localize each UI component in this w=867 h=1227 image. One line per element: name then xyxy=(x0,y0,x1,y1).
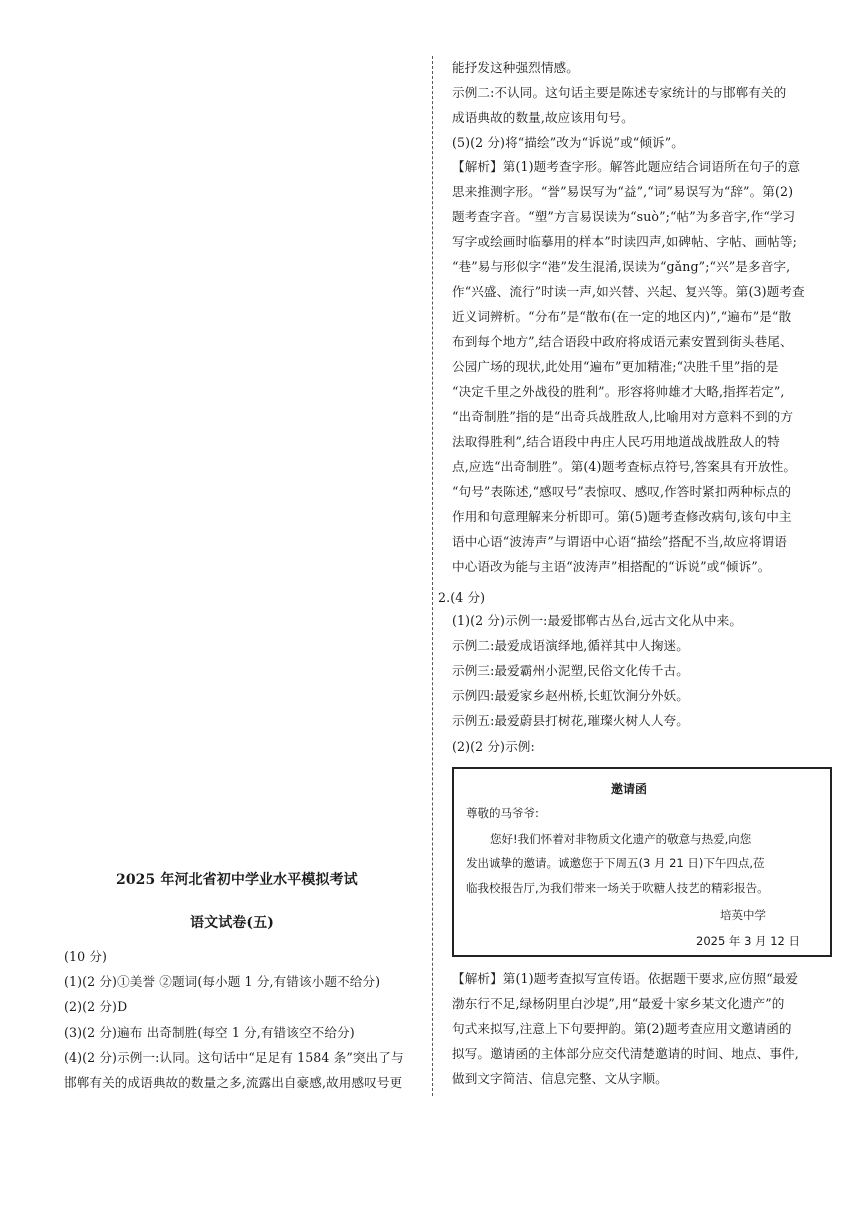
text-line: 能抒发这种强烈情感。 xyxy=(452,60,579,75)
analysis-line: “出奇制胜”指的是“出奇兵战胜敌人,比喻用对方意料不到的方 xyxy=(452,409,794,424)
text-line: 示例二:最爱成语演绎地,循祥其中人掬迷。 xyxy=(452,638,689,653)
analysis-line: 语中心语“波涛声”与谓语中心语“描绘”搭配不当,故应将谓语 xyxy=(452,534,787,549)
analysis-line: 写字或绘画时临摹用的样本”时读四声,如碑帖、字帖、画帖等; xyxy=(452,234,798,249)
text-line: (2)(2 分)示例: xyxy=(452,739,535,754)
analysis-line: 作用和句意理解来分析即可。第(5)题考查修改病句,该句中主 xyxy=(452,509,792,524)
text-line: (1)(2 分)①美誉 ②题词(每小题 1 分,有错该小题不给分) xyxy=(64,974,381,989)
exam-title: 2025 年河北省初中学业水平模拟考试 xyxy=(116,872,358,888)
analysis-line: “句号”表陈述,“感叹号”表惊叹、感叹,作答时紧扣两种标点的 xyxy=(452,484,792,499)
analysis-line: 中心语改为能与主语“波涛声”相搭配的“诉说”或“倾诉”。 xyxy=(452,559,771,574)
invitation-letter-box xyxy=(452,767,832,957)
column-divider xyxy=(432,56,433,1096)
letter-salutation: 尊敬的马爷爷: xyxy=(466,806,539,820)
analysis-line: 题考查字音。“塑”方言易误读为“suò”;“帖”为多音字,作“学习 xyxy=(452,209,796,224)
letter-body-line: 您好!我们怀着对非物质文化遗产的敬意与热爱,向您 xyxy=(490,832,752,846)
analysis-line: 【解析】第(1)题考查字形。解答此题应结合词语所在句子的意 xyxy=(452,159,801,174)
text-line: 示例二:不认同。这句话主要是陈述专家统计的与邯郸有关的 xyxy=(452,85,787,100)
text-line: (2)(2 分)D xyxy=(64,999,128,1014)
analysis-line: 作“兴盛、流行”时读一声,如兴替、兴起、复兴等。第(3)题考查 xyxy=(452,284,805,299)
analysis-line: 公园广场的现状,此处用“遍布”更加精准;“决胜千里”指的是 xyxy=(452,359,779,374)
letter-signature: 培英中学 xyxy=(720,908,766,922)
text-line: 示例四:最爱家乡赵州桥,长虹饮涧分外妖。 xyxy=(452,688,689,703)
analysis-line: 点,应选“出奇制胜”。第(4)题考查标点符号,答案具有开放性。 xyxy=(452,459,797,474)
analysis-line: 思来推测字形。“誉”易误写为“益”,“词”易误写为“辞”。第(2) xyxy=(452,184,794,199)
question-2-label: 2.(4 分) xyxy=(438,590,486,605)
analysis-line: “巷”易与形似字“港”发生混淆,误读为“gǎng”;“兴”是多音字, xyxy=(452,259,791,274)
analysis-line: 法取得胜利”,结合语段中冉庄人民巧用地道战战胜敌人的特 xyxy=(452,434,780,449)
exam-subtitle: 语文试卷(五) xyxy=(190,915,274,931)
analysis-line: “决定千里之外战役的胜利”。形容将帅雄才大略,指挥若定”, xyxy=(452,384,785,399)
analysis-line: 做到文字简洁、信息完整、文从字顺。 xyxy=(452,1071,668,1086)
letter-date: 2025 年 3 月 12 日 xyxy=(696,934,800,948)
text-line: (1)(2 分)示例一:最爱邯郸古丛台,远古文化从中来。 xyxy=(452,613,743,628)
text-line: 示例三:最爱霸州小泥塑,民俗文化传千古。 xyxy=(452,663,689,678)
analysis-line: 近义词辨析。“分布”是“散布(在一定的地区内)”,“遍布”是“散 xyxy=(452,309,792,324)
text-line: 示例五:最爱蔚县打树花,璀璨火树人人夸。 xyxy=(452,713,689,728)
text-line: (3)(2 分)遍布 出奇制胜(每空 1 分,有错该空不给分) xyxy=(64,1025,355,1040)
analysis-line: 渤东行不足,绿杨阴里白沙堤”,用“最爱十家乡某文化遗产”的 xyxy=(452,996,785,1011)
analysis-line: 句式来拟写,注意上下句要押韵。第(2)题考查应用文邀请函的 xyxy=(452,1021,792,1036)
letter-body-line: 临我校报告厅,为我们带来一场关于吹糖人技艺的精彩报告。 xyxy=(466,881,769,895)
text-line: (5)(2 分)将“描绘”改为“诉说”或“倾诉”。 xyxy=(452,135,684,150)
analysis-line: 【解析】第(1)题考查拟写宣传语。依据题干要求,应仿照“最爱 xyxy=(452,971,799,986)
text-line: 成语典故的数量,故应该用句号。 xyxy=(452,110,634,125)
text-line: (4)(2 分)示例一:认同。这句话中“足足有 1584 条”突出了与 xyxy=(64,1050,404,1065)
letter-title: 邀请函 xyxy=(611,782,648,796)
analysis-line: 拟写。邀请函的主体部分应交代清楚邀请的时间、地点、事件, xyxy=(452,1046,799,1061)
text-line: 邯郸有关的成语典故的数量之多,流露出自豪感,故用感叹号更 xyxy=(64,1075,403,1090)
letter-body-line: 发出诚挚的邀请。诚邀您于下周五(3 月 21 日)下午四点,莅 xyxy=(466,856,765,870)
analysis-line: 布到每个地方”,结合语段中政府将成语元素安置到街头巷尾、 xyxy=(452,334,793,349)
text-line: (10 分) xyxy=(64,949,108,964)
